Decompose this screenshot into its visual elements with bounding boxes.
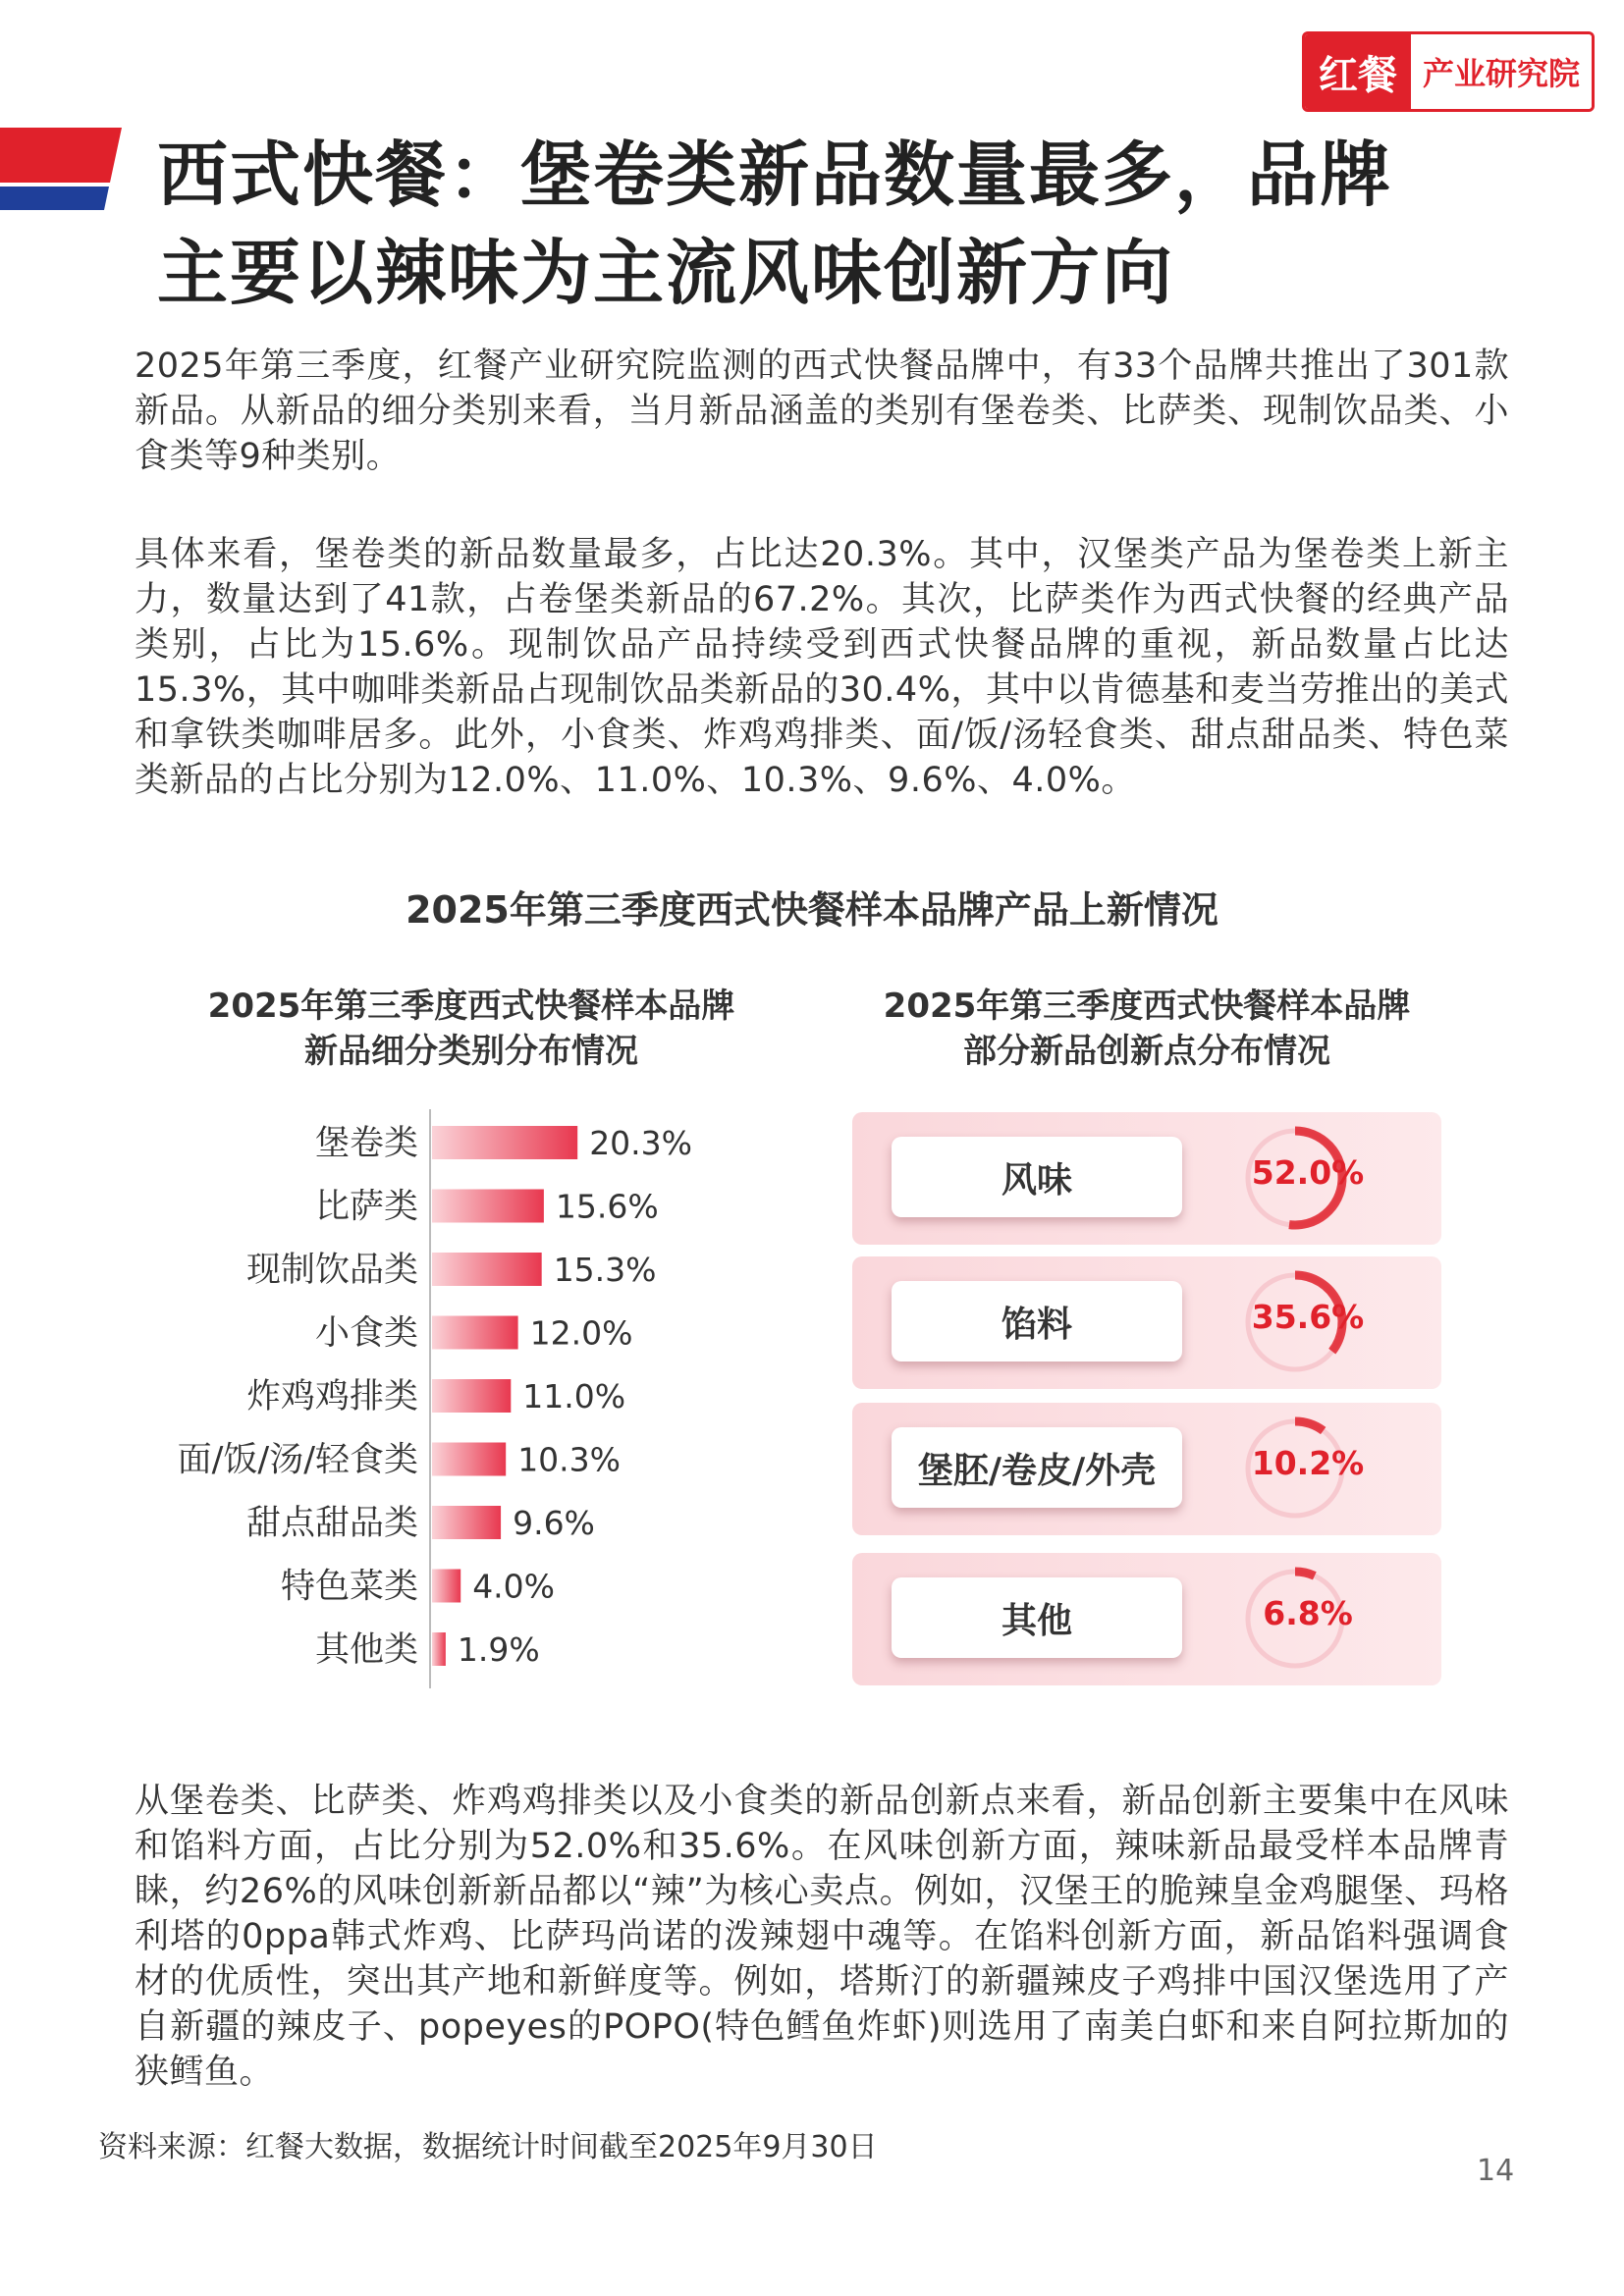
- bar-category-label: 小食类: [314, 1313, 418, 1354]
- page-title-line-2: 主要以辣味为主流风味创新方向: [157, 232, 1175, 314]
- innovation-label-box: 其他: [892, 1577, 1182, 1658]
- data-source-note: 资料来源：红餐大数据，数据统计时间截至2025年9月30日: [98, 2130, 878, 2164]
- page-title: [157, 126, 1551, 322]
- bar-chart-title: [157, 984, 785, 1074]
- innovation-value-label: 6.8%: [1263, 1594, 1353, 1632]
- section-title: 2025年第三季度西式快餐样本品牌产品上新情况: [406, 888, 1218, 932]
- title-stripe-decoration: [0, 128, 122, 210]
- innovation-paragraph: 从堡卷类、比萨类、炸鸡鸡排类以及小食类的新品创新点来看，新品创新主要集中在风味和馅料方面，占比分别为52.0%和35.6%。在风味创新方面，辣味新品最受样本品牌青睐，约26%的风味创新新品都以“辣”为核心卖点。例如，汉堡王的脆辣皇金鸡腿堡、玛格利塔的0ppa韩式炸鸡、比萨玛尚诺的泼辣翅中魂等。在馅料创新方面，新品馅料强调食材的优质性，突出其产地和新鲜度等。例如，塔斯汀的新疆辣皮子鸡排中国汉堡选用了产自新疆的辣皮子、popeyes的POPO(特色鳕鱼炸虾)则选用了南美白虾和来自阿拉斯加的狭鳕鱼。: [135, 1782, 1509, 2092]
- bar-value-label: 12.0%: [529, 1313, 633, 1353]
- bar-value-label: 15.3%: [553, 1251, 657, 1289]
- innovation-chart-title: [833, 984, 1461, 1074]
- innovation-label-box: 堡胚/卷皮/外壳: [892, 1427, 1182, 1508]
- innovation-label-box: 风味: [892, 1137, 1182, 1217]
- innovation-value-label: 10.2%: [1251, 1444, 1365, 1482]
- brand-logo: [1302, 31, 1595, 112]
- bar-value-label: 1.9%: [457, 1630, 540, 1669]
- bar-category-label: 甜点甜品类: [245, 1504, 418, 1543]
- innovation-chart-title-line-2: 部分新品创新点分布情况: [963, 1032, 1330, 1071]
- bar-value-label: 15.6%: [555, 1187, 659, 1226]
- bar-category-label: 比萨类: [314, 1187, 418, 1227]
- bar-value-label: 20.3%: [589, 1124, 693, 1162]
- ring-value-arc: [1295, 1572, 1315, 1575]
- bar-chart-title-line-1: 2025年第三季度西式快餐样本品牌: [207, 987, 735, 1026]
- category-bar-chart: [98, 1099, 727, 1698]
- bar-category-label: 特色菜类: [280, 1567, 418, 1607]
- innovation-label-box: 馅料: [892, 1281, 1182, 1362]
- innovation-row-bun-wrap-shell: [852, 1403, 1441, 1535]
- innovation-row-other: [852, 1553, 1441, 1685]
- bar: [432, 1379, 511, 1413]
- bar: [432, 1506, 501, 1539]
- ring-value-arc: [1295, 1421, 1324, 1431]
- bar-category-label: 现制饮品类: [245, 1251, 418, 1290]
- bar-value-label: 9.6%: [513, 1504, 595, 1542]
- innovation-value-label: 35.6%: [1251, 1298, 1365, 1336]
- bar-category-label: 堡卷类: [314, 1124, 418, 1163]
- detail-paragraph: 具体来看，堡卷类的新品数量最多，占比达20.3%。其中，汉堡类产品为堡卷类上新主力，数量达到了41款，占卷堡类新品的67.2%。其次，比萨类作为西式快餐的经典产品类别，占比为15.6%。现制饮品产品持续受到西式快餐品牌的重视，新品数量占比达15.3%，其中咖啡类新品占现制饮品类新品的30.4%，其中以肯德基和麦当劳推出的美式和拿铁类咖啡居多。此外，小食类、炸鸡鸡排类、面/饭/汤轻食类、甜点甜品类、特色菜类新品的占比分别为12.0%、11.0%、10.3%、9.6%、4.0%。: [135, 535, 1509, 800]
- bar-chart-title-line-2: 新品细分类别分布情况: [304, 1032, 638, 1071]
- innovation-row-flavor: [852, 1112, 1441, 1245]
- bar: [432, 1443, 506, 1476]
- page-title-line-1: 西式快餐：堡卷类新品数量最多，品牌: [157, 133, 1393, 216]
- innovation-chart-title-line-1: 2025年第三季度西式快餐样本品牌: [883, 987, 1411, 1026]
- bar: [432, 1570, 460, 1603]
- innovation-row-filling: [852, 1256, 1441, 1389]
- logo-brand-mark: 红餐: [1305, 34, 1411, 109]
- bar-value-label: 4.0%: [472, 1567, 556, 1606]
- bar-value-label: 11.0%: [522, 1377, 626, 1415]
- bar: [432, 1253, 542, 1286]
- bar: [432, 1126, 577, 1159]
- logo-institute-name: 产业研究院: [1411, 34, 1592, 109]
- intro-paragraph: 2025年第三季度，红餐产业研究院监测的西式快餐品牌中，有33个品牌共推出了301款新品。从新品的细分类别来看，当月新品涵盖的类别有堡卷类、比萨类、现制饮品类、小食类等9种类别。: [135, 347, 1509, 476]
- bar-category-label: 面/饭/汤/轻食类: [177, 1440, 418, 1480]
- bar-category-label: 炸鸡鸡排类: [245, 1377, 418, 1416]
- page-number: 14: [1477, 2154, 1515, 2188]
- bar-category-label: 其他类: [314, 1630, 418, 1670]
- bar: [432, 1190, 544, 1223]
- innovation-value-label: 52.0%: [1251, 1153, 1365, 1192]
- bar-value-label: 10.3%: [517, 1440, 622, 1479]
- bar: [432, 1316, 518, 1350]
- bar: [432, 1632, 446, 1666]
